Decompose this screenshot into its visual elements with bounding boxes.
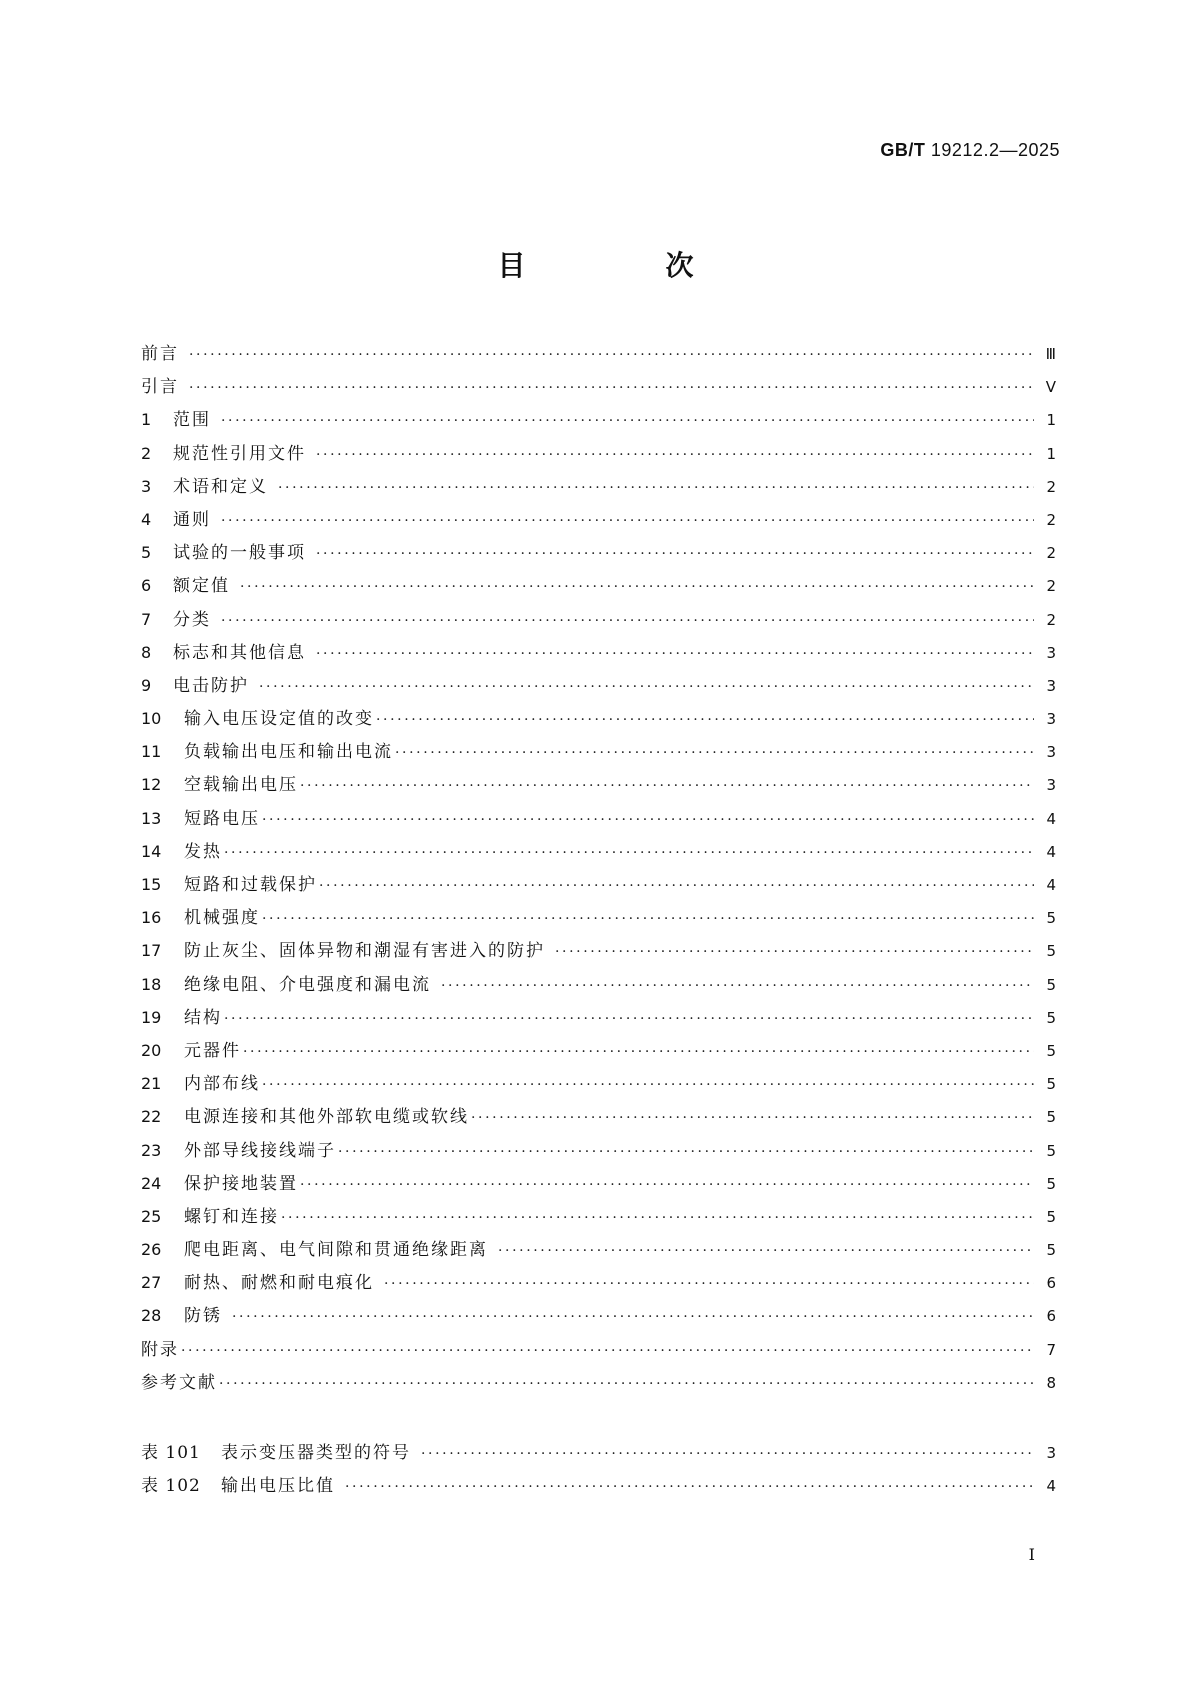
toc-entry-label (141, 1268, 374, 1293)
section-title: 标志和其他信息 (173, 642, 306, 663)
dot-leader (262, 812, 1034, 828)
page-number: 2 (1046, 610, 1056, 629)
toc-entry[interactable] (141, 1003, 1056, 1036)
page-title: 目 次 (497, 249, 750, 282)
toc-entry-label (141, 671, 249, 696)
toc-entry[interactable] (141, 1301, 1056, 1334)
section-title: 外部导线接线端子 (184, 1140, 336, 1161)
toc-entry-label (141, 804, 260, 829)
toc-entry-label (141, 1136, 336, 1161)
toc-entry-label (141, 1169, 298, 1194)
toc-entry[interactable] (141, 1136, 1056, 1169)
toc-entry-label (141, 737, 393, 762)
dot-leader (441, 978, 1034, 994)
toc-entry[interactable] (141, 505, 1056, 538)
toc-entry[interactable] (141, 339, 1056, 372)
page-number: 5 (1046, 1174, 1056, 1193)
section-number: 15 (141, 875, 162, 894)
toc-entry-label (141, 1202, 279, 1227)
page-number: 5 (1046, 942, 1056, 961)
page-number: 7 (1046, 1340, 1056, 1359)
toc-entry-label (141, 1102, 469, 1127)
page-number: 2 (1046, 577, 1056, 596)
page-number: 2 (1046, 544, 1056, 563)
section-title: 防止灰尘、固体异物和潮湿有害进入的防护 (184, 941, 545, 962)
section-number: 21 (141, 1074, 162, 1094)
section-number: 11 (141, 742, 162, 762)
dot-leader (262, 911, 1034, 927)
dot-leader (224, 1011, 1034, 1027)
toc-entry[interactable] (141, 936, 1056, 969)
section-number: 3 (141, 476, 152, 496)
toc-entry-label (141, 704, 374, 729)
section-number: 27 (141, 1273, 162, 1293)
section-title: 规范性引用文件 (173, 443, 306, 464)
page-number: 3 (1046, 743, 1056, 762)
section-title: 参考文献 (141, 1372, 217, 1393)
toc-entry-label (141, 1301, 222, 1326)
section-number: 28 (141, 1306, 162, 1326)
section-title: 空载输出电压 (184, 775, 298, 796)
section-title: 范围 (173, 410, 211, 431)
toc-entry[interactable] (141, 1102, 1056, 1135)
toc-entry[interactable] (141, 439, 1056, 472)
dot-leader (421, 1446, 1034, 1462)
section-number: 17 (141, 941, 162, 961)
toc-entry-label (141, 903, 260, 928)
table-of-contents (141, 339, 1056, 1401)
dot-leader (221, 413, 1034, 429)
section-title: 术语和定义 (173, 476, 268, 497)
toc-entry-label (141, 970, 431, 995)
section-number: 18 (141, 974, 162, 994)
page-number: 4 (1046, 842, 1056, 861)
section-number: 13 (141, 808, 162, 828)
page-number: 5 (1046, 1207, 1056, 1226)
standard-prefix: GB/T (880, 140, 926, 160)
dot-leader (316, 447, 1034, 463)
section-number: 24 (141, 1173, 162, 1193)
section-number: 10 (141, 709, 162, 729)
section-title: 负载输出电压和输出电流 (184, 742, 393, 763)
section-title: 电击防护 (173, 675, 249, 696)
section-title: 发热 (184, 841, 222, 862)
section-number: 7 (141, 609, 152, 629)
page-number: 3 (1046, 676, 1056, 695)
dot-leader (278, 480, 1034, 496)
section-title: 耐热、耐燃和耐电痕化 (184, 1273, 374, 1294)
toc-entry[interactable] (141, 1268, 1056, 1301)
dot-leader (345, 1479, 1034, 1495)
page-number: 5 (1046, 1108, 1056, 1127)
toc-entry[interactable] (141, 1036, 1056, 1069)
page-number: 3 (1046, 1444, 1056, 1462)
dot-leader (300, 1177, 1034, 1193)
table-title: 输出电压比值 (221, 1476, 335, 1497)
toc-entry[interactable] (141, 804, 1056, 837)
section-title: 短路和过载保护 (184, 875, 317, 895)
section-number: 1 (141, 410, 152, 430)
toc-entry-label (141, 439, 306, 464)
toc-entry[interactable] (141, 372, 1056, 405)
toc-entry[interactable] (141, 571, 1056, 604)
dot-leader (555, 944, 1034, 960)
standard-code (880, 140, 1060, 161)
dot-leader (338, 1144, 1034, 1160)
toc-entry-label (141, 1471, 335, 1496)
dot-leader (498, 1243, 1034, 1259)
section-title: 电源连接和其他外部软电缆或软线 (184, 1107, 469, 1128)
dot-leader (376, 712, 1034, 728)
page-number: 5 (1046, 1041, 1056, 1060)
page-number: 4 (1046, 809, 1056, 828)
dot-leader (221, 513, 1034, 529)
dot-leader (316, 646, 1034, 662)
toc-entry[interactable] (141, 1169, 1056, 1202)
standard-number: 19212.2—2025 (930, 140, 1060, 160)
toc-entry[interactable] (141, 870, 1056, 903)
dot-leader (181, 1343, 1034, 1359)
dot-leader (384, 1276, 1034, 1292)
toc-entry[interactable] (141, 704, 1056, 737)
dot-leader (471, 1110, 1034, 1126)
dot-leader (219, 1376, 1034, 1392)
section-title: 爬电距离、电气间隙和贯通绝缘距离 (184, 1240, 488, 1261)
toc-entry-label (141, 1235, 488, 1260)
toc-entry[interactable] (141, 405, 1056, 438)
toc-entry-label (141, 505, 211, 530)
page-number: 4 (1046, 1477, 1056, 1496)
toc-entry[interactable] (141, 472, 1056, 505)
toc-entry[interactable] (141, 1235, 1056, 1268)
toc-entry-label (141, 1438, 411, 1463)
toc-entry[interactable] (141, 970, 1056, 1003)
page-number: 5 (1046, 909, 1056, 928)
toc-entry[interactable] (141, 538, 1056, 571)
dot-leader (259, 679, 1034, 695)
toc-entry[interactable] (141, 770, 1056, 803)
toc-entry-label (141, 870, 317, 895)
section-title: 短路电压 (184, 808, 260, 829)
dot-leader (189, 347, 1034, 363)
dot-leader (262, 1077, 1034, 1093)
section-number: 6 (141, 576, 152, 596)
section-number: 5 (141, 543, 152, 563)
section-title: 通则 (173, 509, 211, 530)
page-number: 3 (1046, 710, 1056, 729)
toc-entry-label (141, 1335, 179, 1360)
section-title: 保护接地装置 (184, 1173, 298, 1194)
footer-page-number: Ⅰ (1028, 1545, 1035, 1564)
section-title: 额定值 (173, 576, 230, 597)
page-number: Ⅴ (1045, 378, 1056, 397)
section-number: 22 (141, 1107, 162, 1127)
toc-entry[interactable] (141, 1335, 1056, 1368)
list-of-tables (141, 1438, 1056, 1504)
page-number: 5 (1046, 1008, 1056, 1027)
toc-entry-label (141, 605, 211, 630)
section-number: 9 (141, 675, 152, 695)
page-number: 1 (1046, 444, 1056, 463)
toc-entry[interactable] (141, 638, 1056, 671)
section-title: 螺钉和连接 (184, 1206, 279, 1227)
page-number: 4 (1046, 876, 1056, 894)
page-number: 2 (1046, 477, 1056, 496)
dot-leader (224, 845, 1034, 861)
toc-entry-label (141, 638, 306, 663)
dot-leader (232, 1309, 1034, 1325)
toc-entry-label (141, 571, 230, 596)
toc-entry-label (141, 1069, 260, 1094)
toc-entry[interactable] (141, 605, 1056, 638)
section-title: 内部布线 (184, 1074, 260, 1095)
section-title: 附录 (141, 1339, 179, 1360)
page-number: 3 (1046, 643, 1056, 662)
section-title: 元器件 (184, 1040, 241, 1061)
page-number: Ⅲ (1045, 345, 1056, 363)
section-number: 14 (141, 841, 162, 861)
page-number: 5 (1046, 1141, 1056, 1160)
section-number: 25 (141, 1206, 162, 1226)
toc-entry-label (141, 372, 179, 397)
section-title: 试验的一般事项 (173, 543, 306, 564)
table-list-entry[interactable] (141, 1471, 1056, 1504)
dot-leader (316, 546, 1034, 562)
toc-entry-label (141, 538, 306, 563)
toc-entry[interactable] (141, 671, 1056, 704)
dot-leader (221, 613, 1034, 629)
toc-entry-label (141, 770, 298, 795)
toc-entry-label (141, 1368, 217, 1393)
section-title: 机械强度 (184, 908, 260, 929)
toc-entry-label (141, 1003, 222, 1028)
section-title: 分类 (173, 609, 211, 630)
toc-entry-label (141, 1036, 241, 1061)
section-number: 12 (141, 775, 162, 795)
toc-entry[interactable] (141, 737, 1056, 770)
section-title: 结构 (184, 1007, 222, 1028)
toc-entry[interactable] (141, 837, 1056, 870)
toc-entry-label (141, 339, 179, 364)
section-number: 19 (141, 1007, 162, 1027)
section-number: 2 (141, 443, 152, 463)
page-number: 1 (1046, 411, 1056, 430)
dot-leader (189, 380, 1034, 396)
dot-leader (300, 778, 1034, 794)
section-number: 23 (141, 1140, 162, 1160)
dot-leader (281, 1210, 1034, 1226)
section-number: 4 (141, 509, 152, 529)
section-title: 防锈 (184, 1306, 222, 1327)
toc-entry[interactable] (141, 903, 1056, 936)
dot-leader (395, 745, 1034, 761)
toc-entry-label (141, 472, 268, 497)
toc-entry[interactable] (141, 1368, 1056, 1401)
page-number: 6 (1046, 1274, 1056, 1293)
section-number: 26 (141, 1240, 162, 1260)
table-number: 表 102 (141, 1476, 201, 1497)
page-number: 5 (1046, 975, 1056, 994)
page-number: 2 (1046, 510, 1056, 529)
section-title: 引言 (141, 377, 179, 398)
section-number: 16 (141, 908, 162, 928)
section-number: 20 (141, 1040, 162, 1060)
page-number: 8 (1046, 1373, 1056, 1392)
toc-entry-label (141, 936, 545, 961)
section-title: 绝缘电阻、介电强度和漏电流 (184, 974, 431, 995)
page-number: 5 (1046, 1075, 1056, 1094)
dot-leader (319, 878, 1034, 894)
table-title: 表示变压器类型的符号 (221, 1443, 411, 1463)
toc-entry-label (141, 837, 222, 862)
toc-entry-label (141, 405, 211, 430)
section-title: 输入电压设定值的改变 (184, 709, 374, 730)
page-number: 6 (1046, 1307, 1056, 1326)
page-number: 5 (1046, 1241, 1056, 1260)
section-title: 前言 (141, 344, 179, 364)
section-number: 8 (141, 642, 152, 662)
dot-leader (243, 1044, 1034, 1060)
page-number: 3 (1046, 776, 1056, 795)
table-number: 表 101 (141, 1443, 201, 1463)
dot-leader (240, 579, 1034, 595)
toc-entry[interactable] (141, 1069, 1056, 1102)
table-list-entry[interactable] (141, 1438, 1056, 1471)
toc-entry[interactable] (141, 1202, 1056, 1235)
